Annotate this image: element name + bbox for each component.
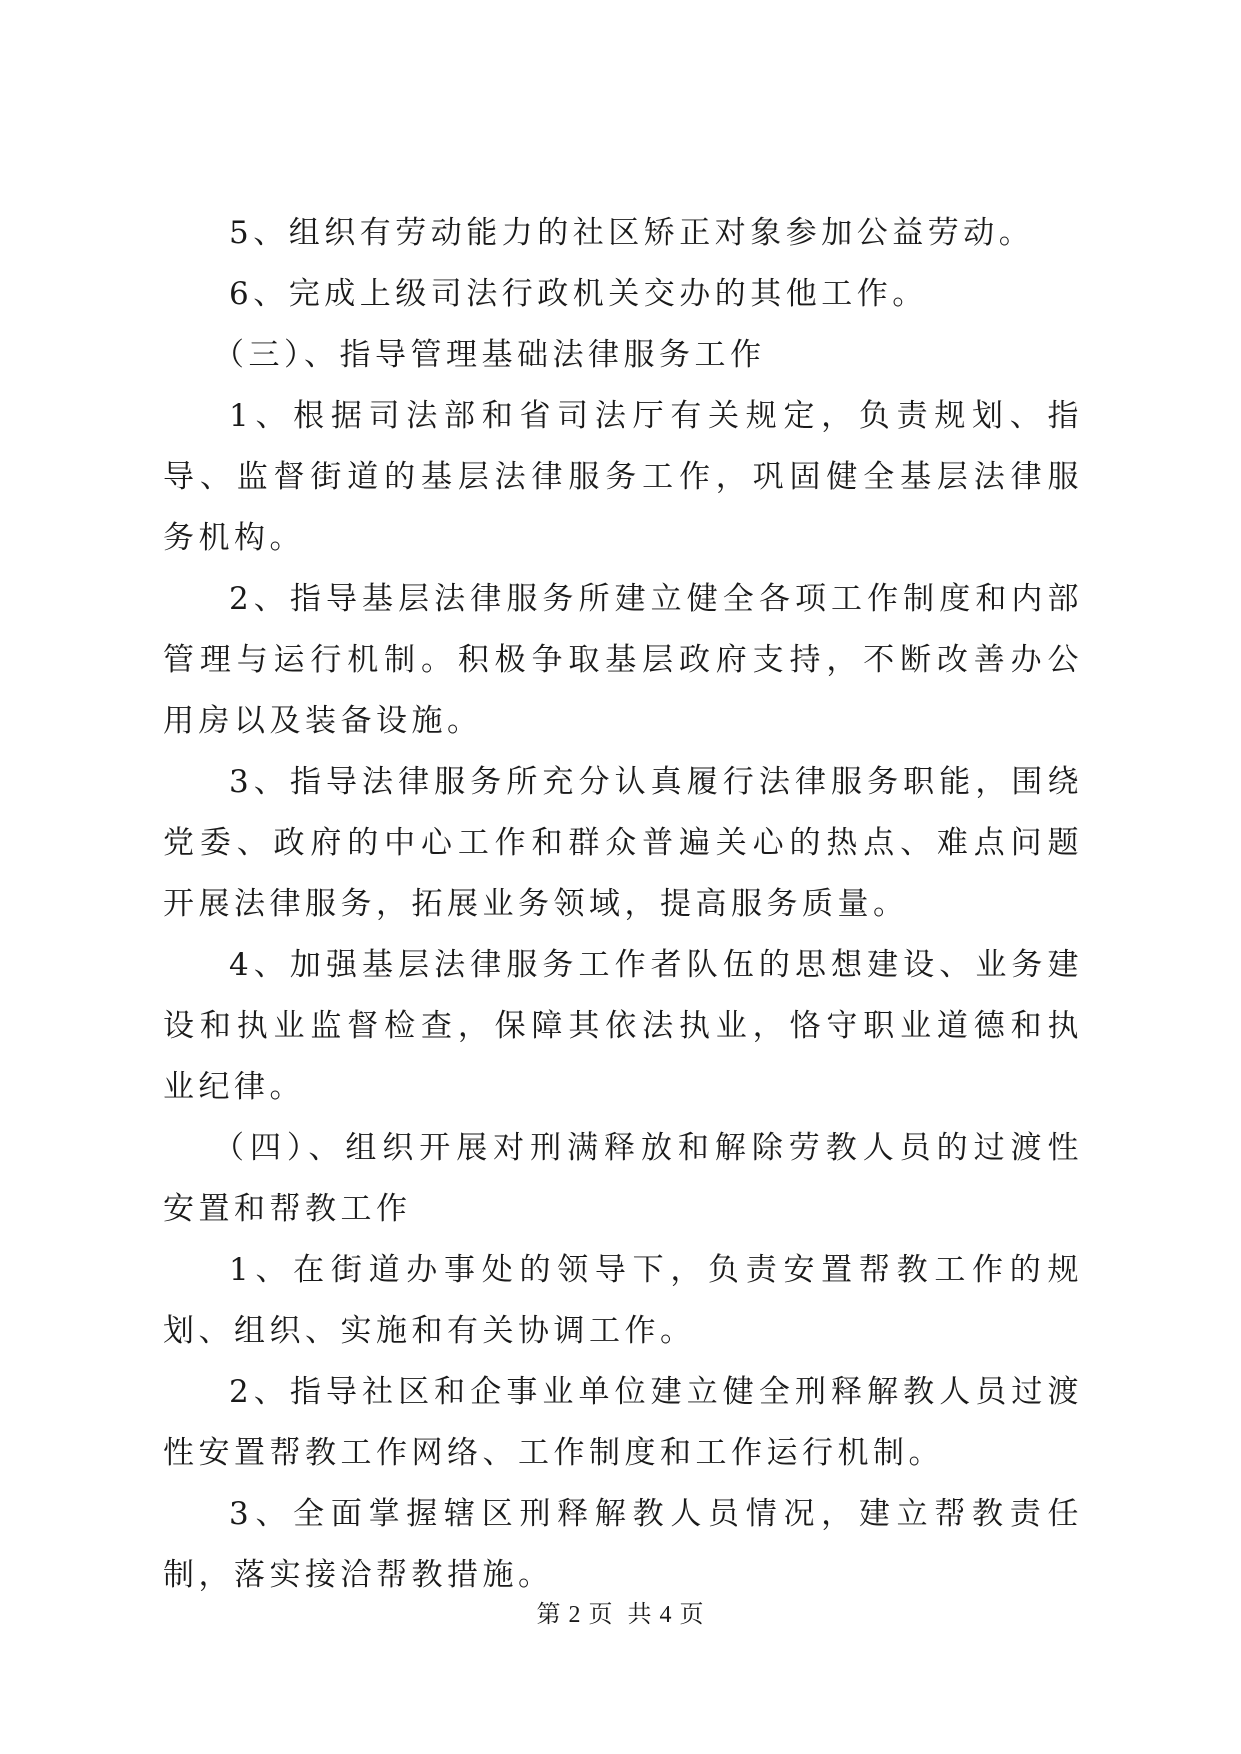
paragraph-item-3b: 3、全面掌握辖区刑释解教人员情况，建立帮教责任制，落实接洽帮教措施。 bbox=[163, 1496, 1083, 1593]
page-footer bbox=[0, 1594, 1241, 1629]
paragraph-item-2b: 2、指导社区和企事业单位建立健全刑释解教人员过渡性安置帮教工作网络、工作制度和工作运行机制。 bbox=[163, 1374, 1083, 1471]
paragraph-item-4: 4、加强基层法律服务工作者队伍的思想建设、业务建设和执业监督检查，保障其依法执业，恪守职业道德和执业纪律。 bbox=[163, 947, 1083, 1105]
section-heading-3: （三）、指导管理基础法律服务工作 bbox=[213, 337, 766, 373]
document-page bbox=[163, 0, 1083, 1754]
paragraph-item-1: 1、根据司法部和省司法厅有关规定，负责规划、指导、监督街道的基层法律服务工作，巩固健全基层法律服务机构。 bbox=[163, 398, 1083, 556]
section-heading-4: （四）、组织开展对刑满释放和解除劳教人员的过渡性安置和帮教工作 bbox=[163, 1130, 1083, 1227]
page-number-label: 第 2 页 共 4 页 bbox=[536, 1602, 705, 1628]
paragraph-item-6: 6、完成上级司法行政机关交办的其他工作。 bbox=[229, 276, 928, 312]
document-body bbox=[163, 203, 1083, 1606]
paragraph-item-3: 3、指导法律服务所充分认真履行法律服务职能，围绕党委、政府的中心工作和群众普遍关心的热点、难点问题开展法律服务，拓展业务领域，提高服务质量。 bbox=[163, 764, 1083, 922]
paragraph-item-1b: 1、在街道办事处的领导下，负责安置帮教工作的规划、组织、实施和有关协调工作。 bbox=[163, 1252, 1083, 1349]
paragraph-item-5: 5、组织有劳动能力的社区矫正对象参加公益劳动。 bbox=[229, 215, 1035, 251]
paragraph-item-2: 2、指导基层法律服务所建立健全各项工作制度和内部管理与运行机制。积极争取基层政府支持，不断改善办公用房以及装备设施。 bbox=[163, 581, 1083, 739]
